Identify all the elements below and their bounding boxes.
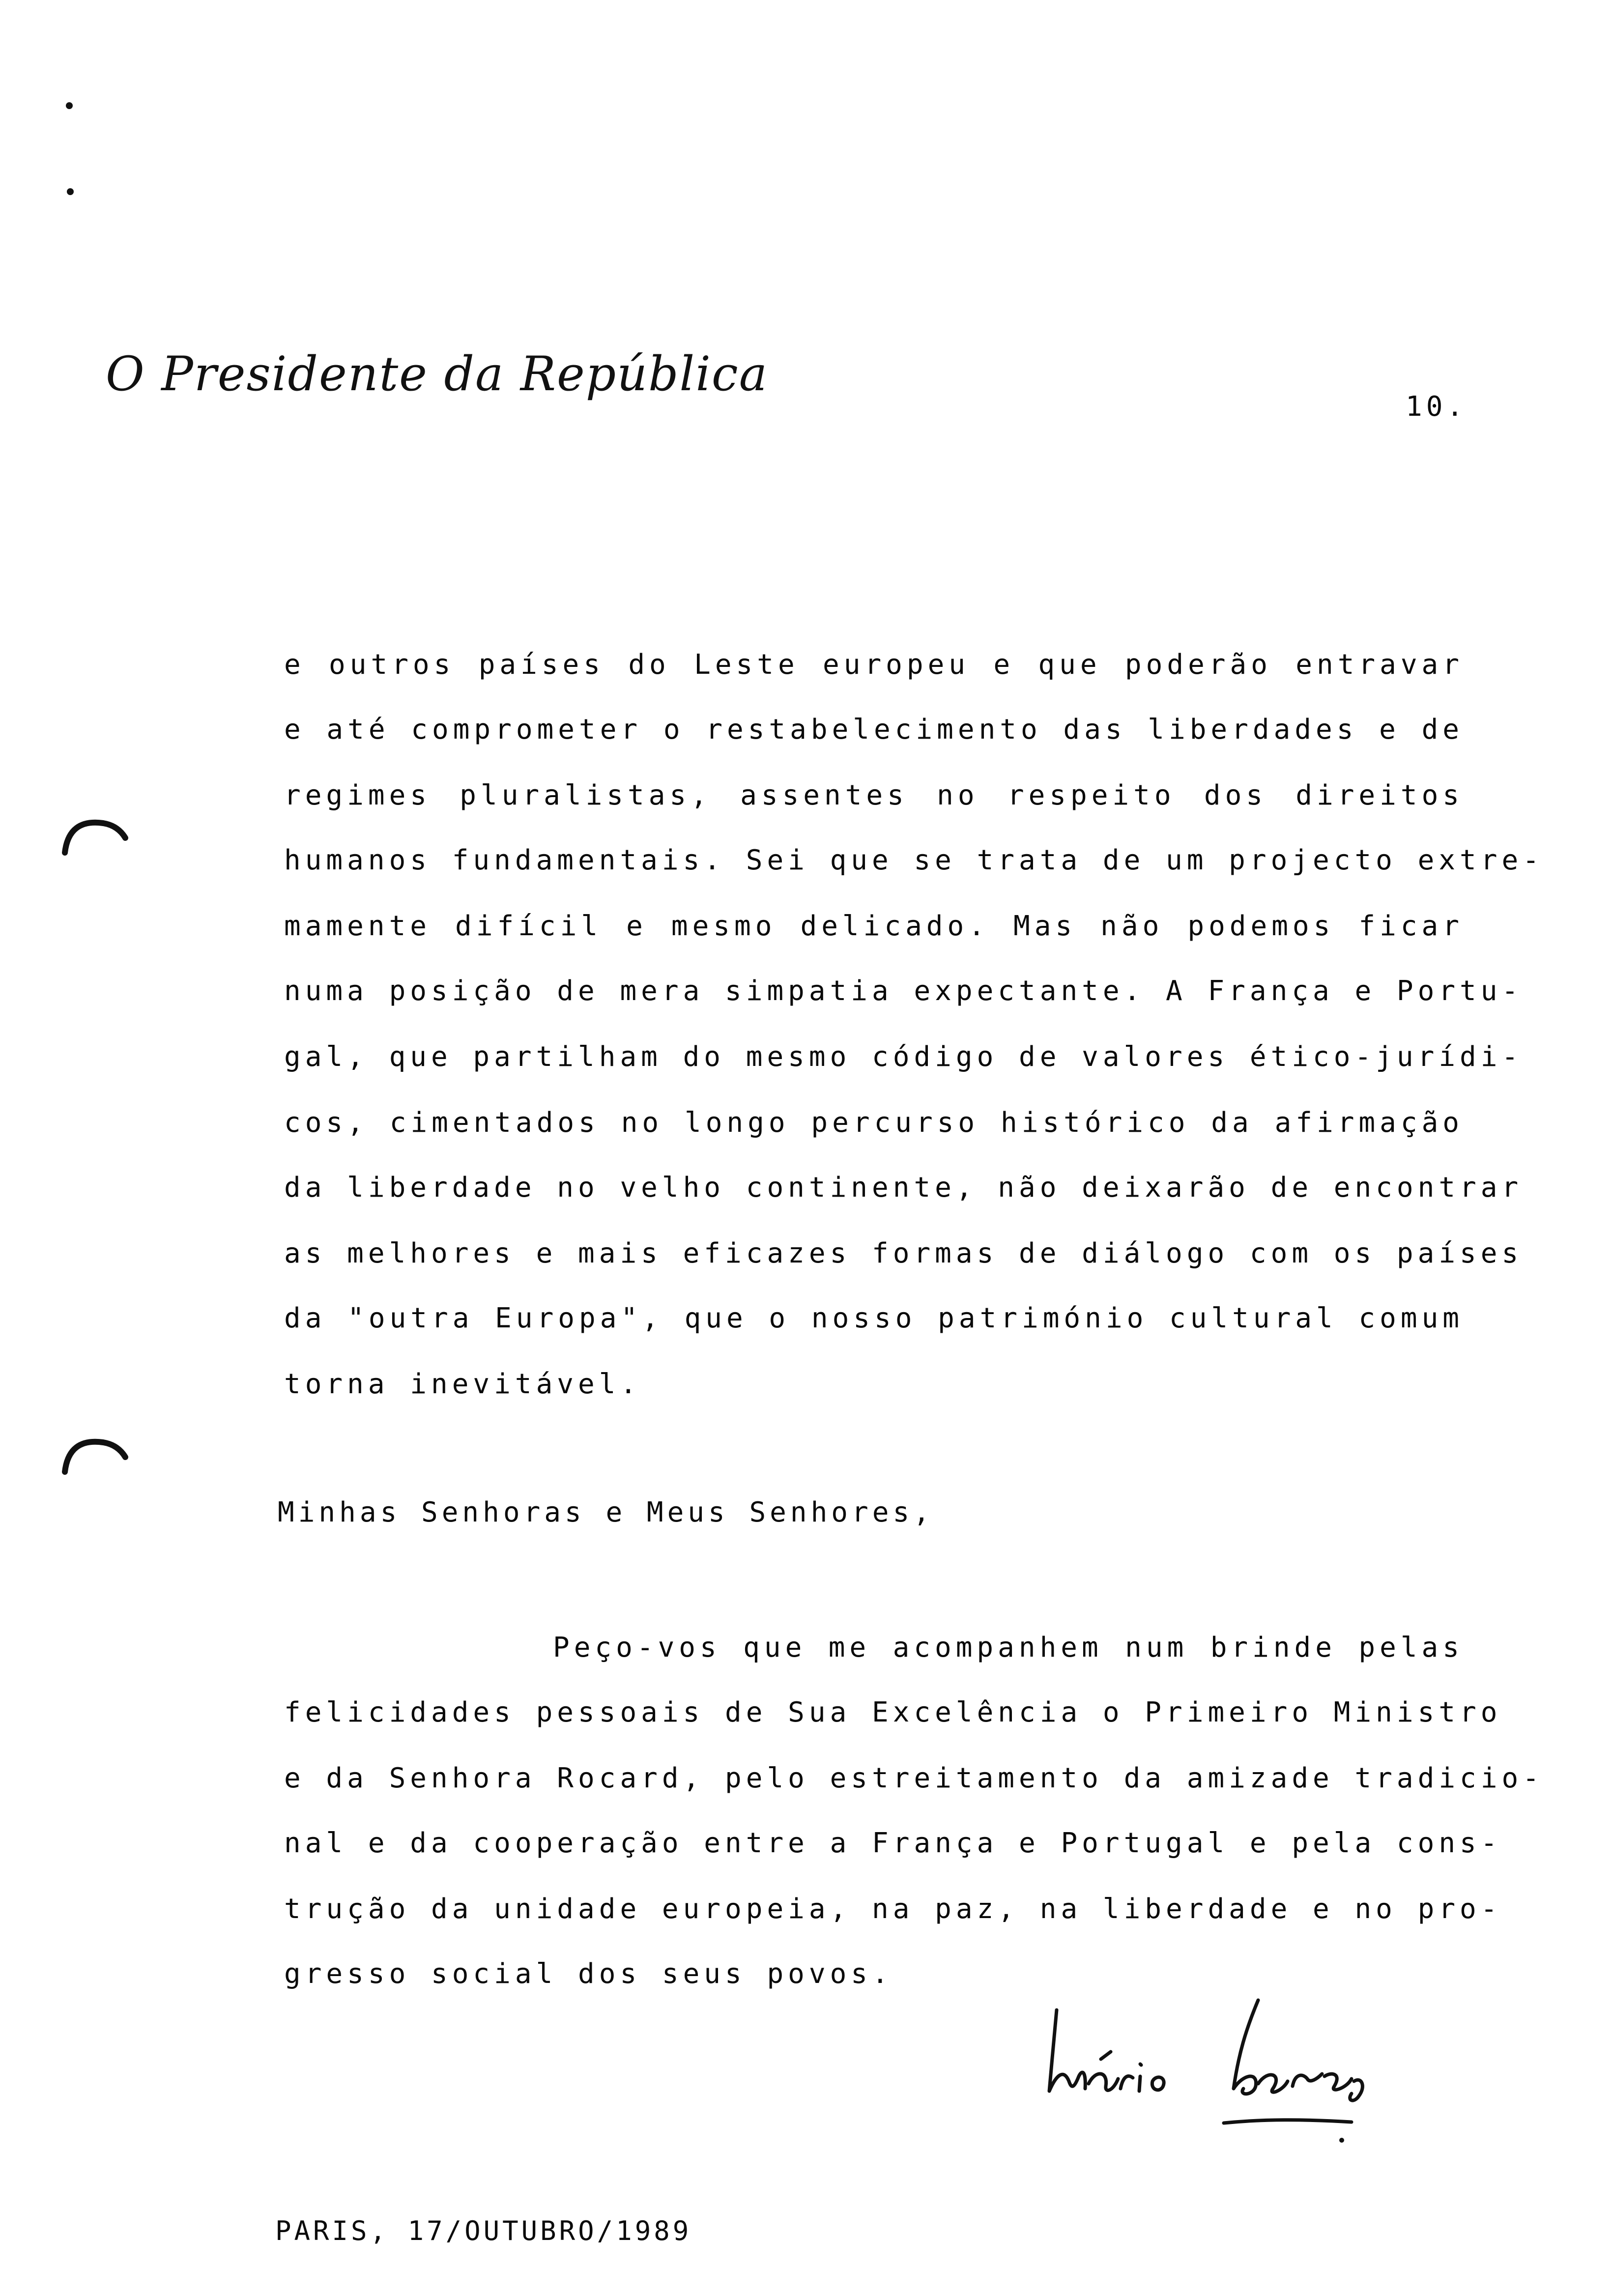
body-line: nal e da cooperação entre a França e Portugal e pela cons- bbox=[284, 1827, 1502, 1859]
body-line: as melhores e mais eficazes formas de diálogo com os países bbox=[284, 1237, 1523, 1269]
body-line: numa posição de mera simpatia expectante. A França e Portu- bbox=[284, 975, 1523, 1007]
body-line: cos, cimentados no longo percurso histórico da afirmação bbox=[284, 1107, 1464, 1139]
page-number: 10. bbox=[1406, 391, 1468, 423]
body-line: e outros países do Leste europeu e que poderão entravar bbox=[284, 649, 1464, 681]
handwritten-signature bbox=[1027, 1990, 1381, 2152]
body-line: da liberdade no velho continente, não deixarão de encontrar bbox=[284, 1172, 1523, 1204]
body-line: trução da unidade europeia, na paz, na liberdade e no pro- bbox=[284, 1893, 1502, 1925]
binding-mark-icon bbox=[59, 811, 133, 885]
salutation: Minhas Senhoras e Meus Senhores, bbox=[278, 1496, 934, 1528]
binding-mark-icon bbox=[59, 1430, 133, 1504]
body-line: felicidades pessoais de Sua Excelência o Primeiro Ministro bbox=[284, 1696, 1502, 1728]
letterhead-title: O Presidente da República bbox=[106, 346, 768, 402]
body-line: humanos fundamentais. Sei que se trata de um projecto extre- bbox=[284, 844, 1544, 876]
body-line: gal, que partilham do mesmo código de valores ético-jurídi- bbox=[284, 1041, 1523, 1073]
body-line: mamente difícil e mesmo delicado. Mas não podemos ficar bbox=[284, 910, 1464, 942]
body-line: da "outra Europa", que o nosso património cultural comum bbox=[284, 1302, 1464, 1334]
place-date: PARIS, 17/OUTUBRO/1989 bbox=[275, 2215, 692, 2246]
body-line: gresso social dos seus povos. bbox=[284, 1958, 893, 1990]
body-line: Peço-vos que me acompanhem num brinde pelas bbox=[553, 1632, 1464, 1664]
margin-dot bbox=[66, 102, 73, 109]
body-line: regimes pluralistas, assentes no respeito dos direitos bbox=[284, 779, 1464, 811]
body-line: e da Senhora Rocard, pelo estreitamento da amizade tradicio- bbox=[284, 1762, 1544, 1794]
margin-dot bbox=[67, 188, 74, 195]
body-line: e até comprometer o restabelecimento das liberdades e de bbox=[284, 714, 1464, 746]
body-line: torna inevitável. bbox=[284, 1368, 641, 1400]
